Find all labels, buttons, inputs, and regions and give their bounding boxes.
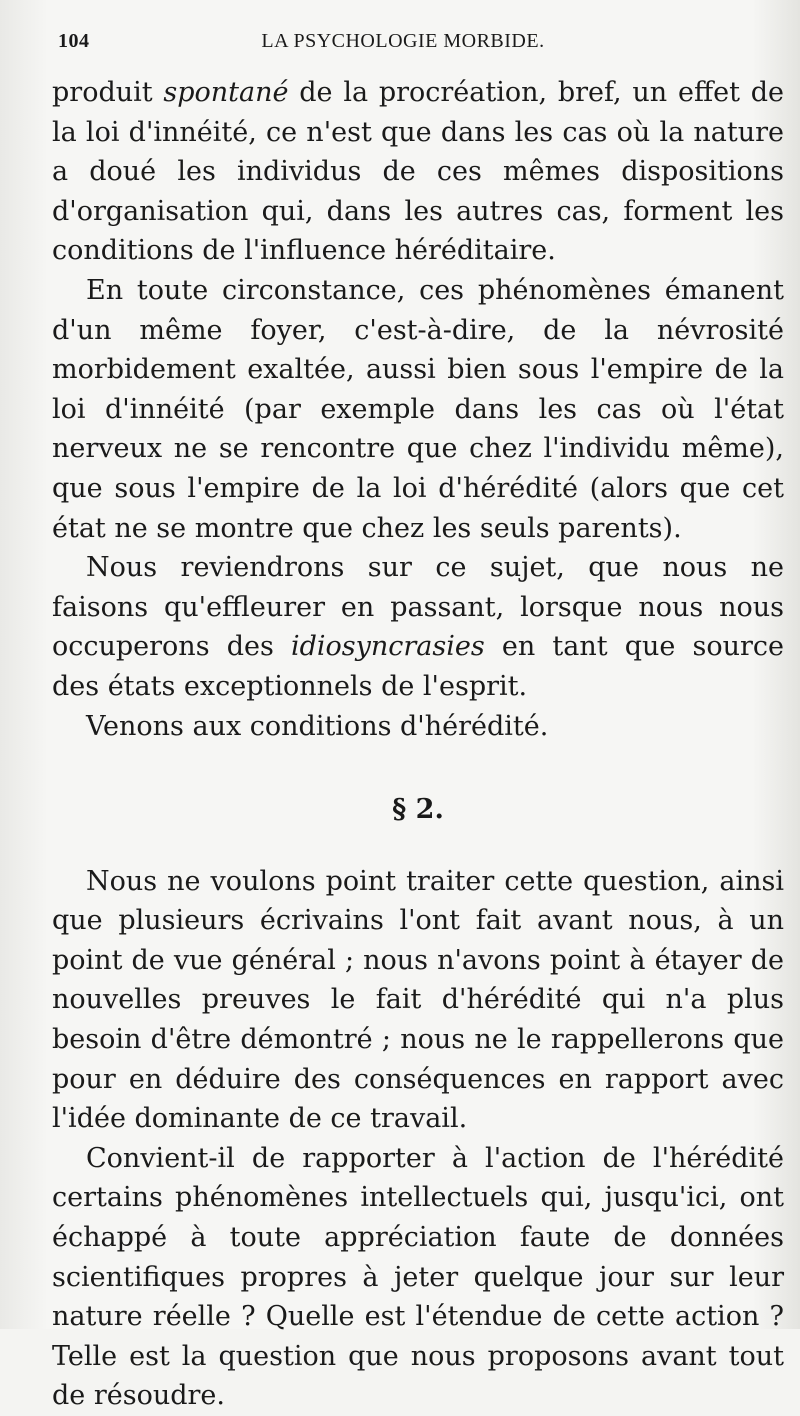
paragraph: Venons aux conditions d'hérédité.	[86, 710, 549, 742]
italic-term: idiosyncrasies	[290, 631, 485, 663]
paragraph	[52, 73, 784, 271]
text-span: produit	[52, 77, 164, 108]
italic-term: spontané	[163, 77, 289, 108]
paragraph	[52, 548, 784, 706]
running-title: LA PSYCHOLOGIE MORBIDE.	[261, 30, 545, 52]
text-span: de la procréation, bref, un effet de la loi d'innéité, ce n'est que dans les cas où la nature a doué les individus de ces mêmes dispositions d'organisation qui, dans les autres cas, forment les conditions de l'influence héréditaire.	[52, 77, 784, 267]
body-text	[52, 73, 784, 1416]
page-header	[46, 30, 760, 60]
text-span: en tant que source des états exceptionnels de l'esprit.	[52, 631, 785, 702]
section-heading: § 2.	[392, 794, 444, 826]
page-number: 104	[58, 30, 90, 52]
paragraph: Convient-il de rapporter à l'action de l'hérédité certains phénomènes intellectuels qui, jusqu'ici, ont échappé à toute appréciation faute de données scientifiques propres à jeter quelque jour sur leur nature réelle ? Quelle est l'étendue de cette action ? Telle est la question que nous proposons avant tout de résoudre.	[52, 1142, 784, 1412]
text-span: Nous reviendrons sur ce sujet, que nous ne faisons qu'effleurer en passant, lorsque nous nous occuperons des	[52, 552, 784, 663]
paragraph: Nous ne voulons point traiter cette question, ainsi que plusieurs écrivains l'ont fait avant nous, à un point de vue général ; nous n'avons point à étayer de nouvelles preuves le fait d'hérédité qui n'a plus besoin d'être démontré ; nous ne le rappellerons que pour en déduire des conséquences en rapport avec l'idée dominante de ce travail.	[52, 865, 784, 1135]
paragraph: En toute circonstance, ces phénomènes émanent d'un même foyer, c'est-à-dire, de la névrosité morbidement exaltée, aussi bien sous l'empire de la loi d'innéité (par exemple dans les cas où l'état nerveux ne se rencontre que chez l'individu même), que sous l'empire de la loi d'hérédité (alors que cet état ne se montre que chez les seuls parents).	[52, 274, 784, 544]
